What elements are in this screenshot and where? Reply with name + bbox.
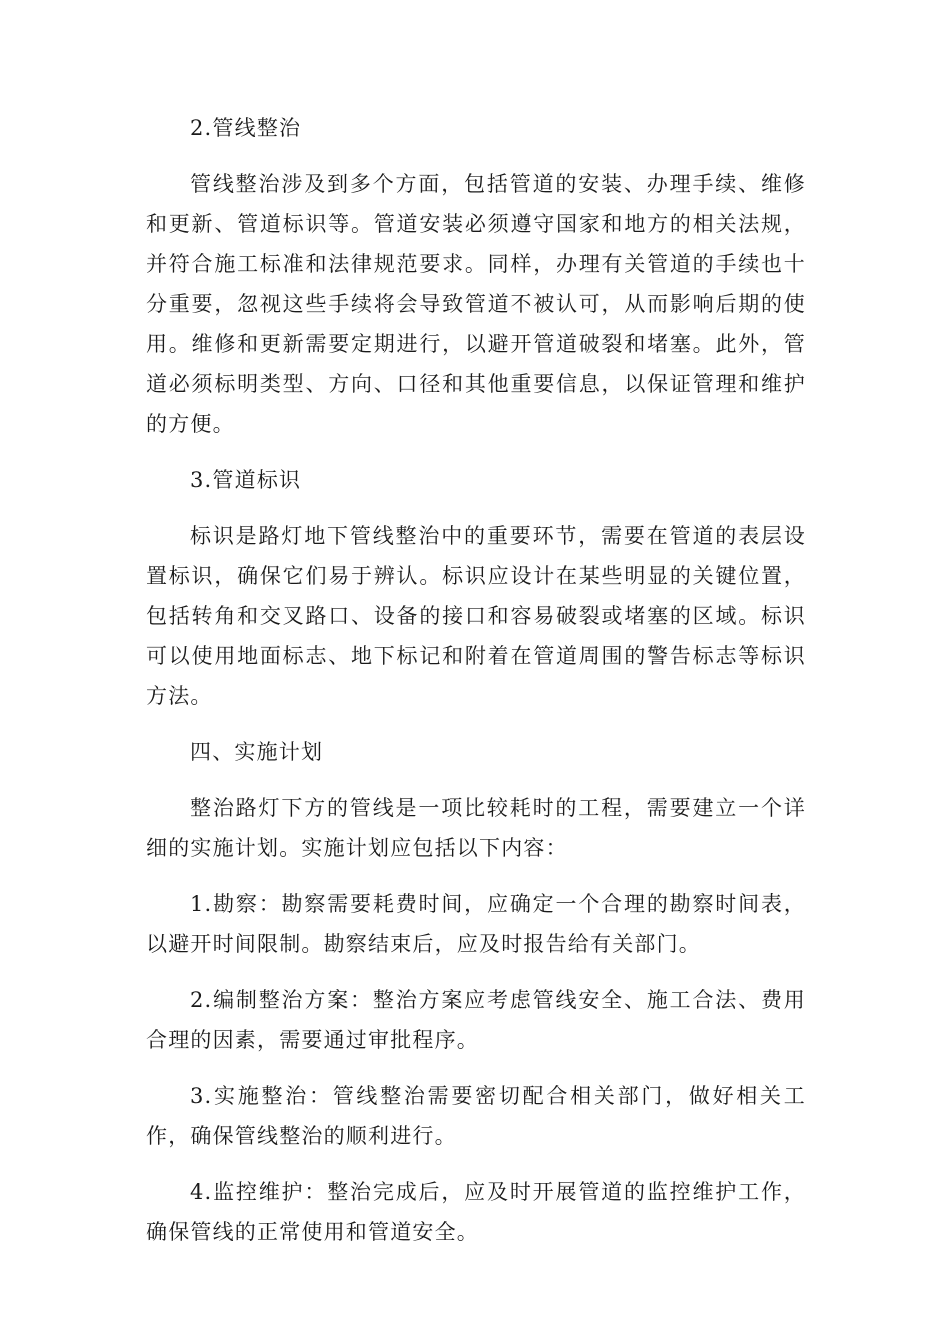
plan-item: 2.编制整治方案：整治方案应考虑管线安全、施工合法、费用合理的因素，需要通过审批程序。 bbox=[146, 988, 806, 1052]
section-heading-marking: 3.管道标识 bbox=[190, 468, 302, 492]
paragraph-marking: 标识是路灯地下管线整治中的重要环节，需要在管道的表层设置标识，确保它们易于辨认。标识应设计在某些明显的关键位置，包括转角和交叉路口、设备的接口和容易破裂或堵塞的区域。标识可以使用地面标志、地下标记和附着在管道周围的警告标志等标识方法。 bbox=[146, 524, 806, 708]
section-heading-pipeline: 2.管线整治 bbox=[190, 116, 302, 140]
paragraph-plan-intro: 整治路灯下方的管线是一项比较耗时的工程，需要建立一个详细的实施计划。实施计划应包括以下内容： bbox=[146, 796, 806, 860]
plan-item: 4.监控维护：整治完成后，应及时开展管道的监控维护工作，确保管线的正常使用和管道安全。 bbox=[146, 1180, 806, 1244]
document-body bbox=[146, 108, 806, 1268]
plan-item: 1.勘察：勘察需要耗费时间，应确定一个合理的勘察时间表，以避开时间限制。勘察结束后，应及时报告给有关部门。 bbox=[146, 892, 806, 956]
paragraph-pipeline: 管线整治涉及到多个方面，包括管道的安装、办理手续、维修和更新、管道标识等。管道安装必须遵守国家和地方的相关法规，并符合施工标准和法律规范要求。同样，办理有关管道的手续也十分重要，忽视这些手续将会导致管道不被认可，从而影响后期的使用。维修和更新需要定期进行，以避开管道破裂和堵塞。此外，管道必须标明类型、方向、口径和其他重要信息，以保证管理和维护的方便。 bbox=[146, 172, 806, 436]
plan-item: 3.实施整治：管线整治需要密切配合相关部门，做好相关工作，确保管线整治的顺利进行。 bbox=[146, 1084, 806, 1148]
section-heading-plan: 四、实施计划 bbox=[190, 740, 324, 764]
